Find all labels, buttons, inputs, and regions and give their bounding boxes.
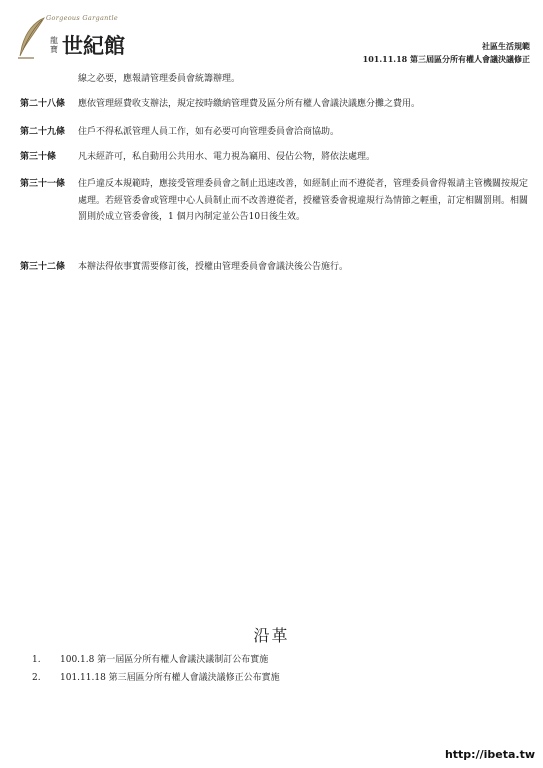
article-text: 應依管理經費收支辦法，規定按時繳納管理費及區分所有權人會議決議應分攤之費用。 (78, 99, 421, 109)
history-item (32, 670, 280, 683)
history-title: 沿革 (253, 626, 290, 645)
article-32 (20, 259, 530, 276)
article-label: 第三十條 (20, 152, 57, 162)
history-item-text: 101.11.18 第三屆區分所有權人會議決議修正公布實施 (60, 673, 280, 683)
article-30 (20, 149, 530, 166)
article-text: 本辦法得依事實需要修訂後，授權由管理委員會會議決後公告施行。 (78, 262, 349, 272)
article-31 (20, 176, 530, 226)
continuation-text: 線之必要，應報請管理委員會統籌辦理。 (78, 74, 241, 84)
history-item (32, 652, 268, 665)
article-label: 第三十一條 (20, 179, 66, 189)
quill-pen-icon (14, 16, 48, 60)
article-29 (20, 124, 530, 141)
article-text: 住戶不得私派管理人員工作，如有必要可向管理委員會洽商協助。 (78, 127, 340, 137)
history-item-text: 100.1.8 第一屆區分所有權人會議決議制訂公布實施 (60, 655, 269, 665)
logo (12, 14, 132, 60)
logo-small-text: 龍寶 (50, 36, 58, 54)
logo-script-text: Gorgeous Gargantle (46, 14, 119, 22)
article-label: 第三十二條 (20, 262, 66, 272)
article-text: 住戶違反本規範時，應接受管理委員會之制止迅速改善，如經制止而不遵從者，管理委員會得報請主管機關按規定處理。若經管委會或管理中心人員制止而不改善遵從者，授權管委會視違規行為情節之輕重，訂定相關罰則。相關罰則於成立管委會後，1 個月內制定並公告10日後生效。 (78, 179, 529, 222)
article-label: 第二十八條 (20, 99, 66, 109)
header-section-title: 社區生活規範 (482, 41, 530, 51)
article-text: 凡未經許可，私自動用公共用水、電力視為竊用、侵佔公物，將依法處理。 (78, 152, 376, 162)
article-28 (20, 96, 530, 113)
history-item-number: 1. (32, 655, 41, 665)
logo-title: 世紀館 (62, 33, 125, 58)
watermark: http://ibeta.tw (444, 748, 535, 761)
history-item-number: 2. (32, 673, 41, 683)
article-label: 第二十九條 (20, 127, 66, 137)
header-revision-note: 101.11.18 第三屆區分所有權人會議決議修正 (362, 54, 530, 64)
